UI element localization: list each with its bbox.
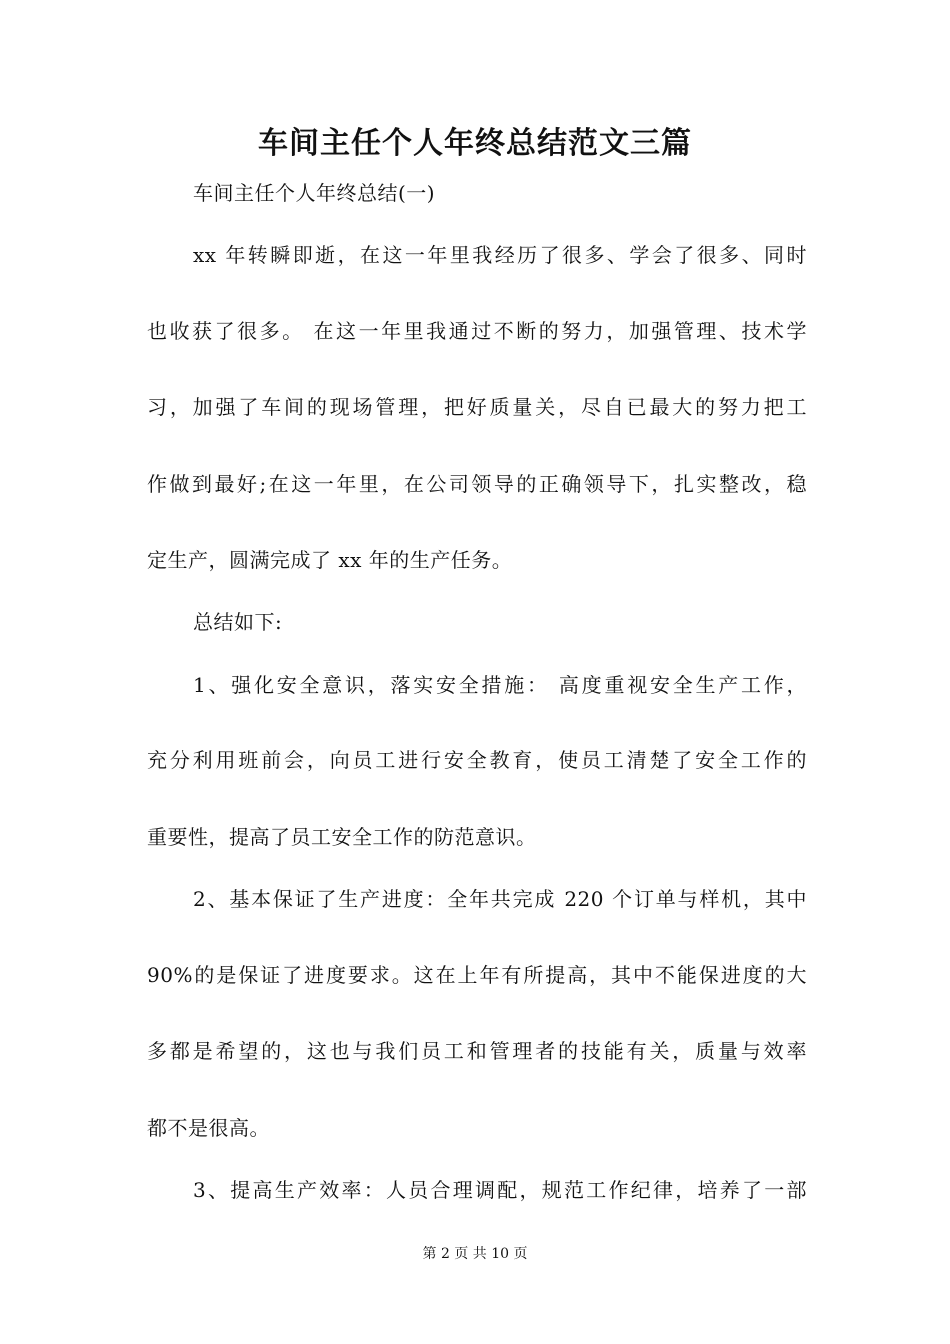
body-line: xx 年转瞬即逝，在这一年里我经历了很多、学会了很多、同时: [193, 243, 807, 267]
body-line: 定生产，圆满完成了 xx 年的生产任务。: [147, 548, 513, 572]
body-line: 重要性，提高了员工安全工作的防范意识。: [147, 825, 537, 849]
body-line: 总结如下:: [193, 610, 283, 634]
body-line: 3、提高生产效率：人员合理调配，规范工作纪律，培养了一部: [193, 1178, 807, 1202]
body-line: 习，加强了车间的现场管理，把好质量关，尽自已最大的努力把工: [147, 395, 807, 419]
body-line: 90%的是保证了进度要求。这在上年有所提高，其中不能保进度的大: [147, 963, 807, 987]
body-line: 车间主任个人年终总结(一): [193, 181, 436, 205]
body-line: 也收获了很多。 在这一年里我通过不断的努力，加强管理、技术学: [147, 319, 807, 343]
body-line: 多都是希望的，这也与我们员工和管理者的技能有关，质量与效率: [147, 1039, 807, 1063]
body-line: 都不是很高。: [147, 1116, 270, 1140]
body-line: 作做到最好;在这一年里，在公司领导的正确领导下，扎实整改，稳: [147, 472, 807, 496]
page-footer: 第 2 页 共 10 页: [422, 1246, 528, 1262]
body-line: 充分利用班前会，向员工进行安全教育，使员工清楚了安全工作的: [147, 748, 807, 772]
body-line: 1、强化安全意识，落实安全措施： 高度重视安全生产工作，: [193, 673, 807, 697]
body-line: 2、基本保证了生产进度：全年共完成 220 个订单与样机，其中: [193, 887, 807, 911]
document-title: 车间主任个人年终总结范文三篇: [258, 126, 692, 161]
